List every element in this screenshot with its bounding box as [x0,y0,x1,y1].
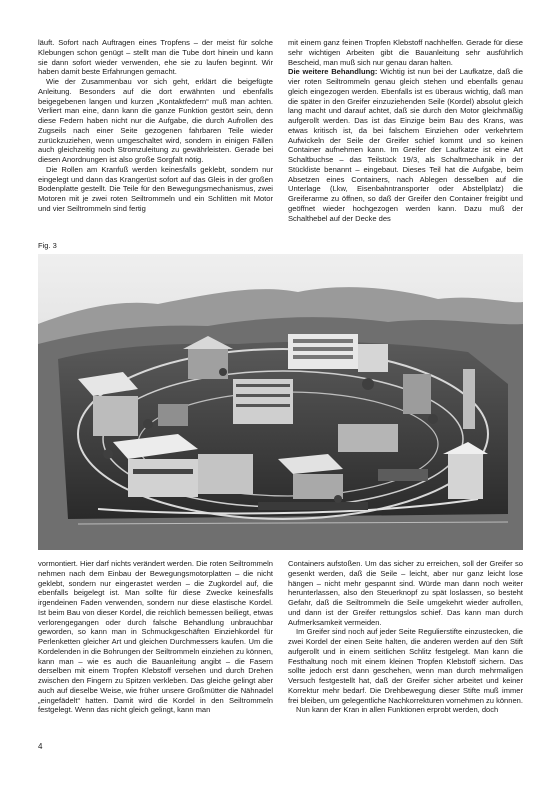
text-column-top-left [38,38,273,214]
paragraph: Wie der Zusammenbau vor sich geht, erklärt die beigefügte Anleitung. Besonders auf die dort erwähnten und ebenfalls beigegebenen langen und kurzen „Kontaktfedern“ muß man achten. Verliert man eine, dann kann die ganze Funktion gestört sein, denn diese Federn haben nicht nur die Aufgabe, die durch Aufrollen des Zugseils nach einer Seite gezogenen fahrbaren Teile wieder zurückzuziehen, wenn umgeschaltet wird, sondern in einigen Fällen auch gleichzeitig noch Stromzuleitung zu gewährleisten. Gerade bei diesen Anordnungen ist also große Sorgfalt nötig. [38,77,273,164]
figure-label: Fig. 3 [38,241,57,250]
model-railway-photo [38,254,523,550]
text-column-top-right [288,38,523,223]
paragraph: Die Rollen am Kranfuß werden keinesfalls geklebt, sondern nur eingelegt und dann das Krangerüst sofort auf das Gleis in der großen Bodenplatte gestellt. Die Teile für den Bewegungsmechanismus, zwei Motoren mit je zwei roten Seiltrommeln und ein Schlitten mit Motor und vier Seiltrommeln sind fertig [38,164,273,213]
paragraph: mit einem ganz feinen Tropfen Klebstoff nachhelfen. Gerade für diese sehr wichtigen Arbeiten gibt die Bauanleitung sehr ausführlich Bescheid, man muß sich nur genau daran halten. [288,38,523,67]
section-heading: Die weitere Behandlung: [288,67,378,77]
paragraph: Im Greifer sind noch auf jeder Seite Regulierstifte einzustecken, die zwei Kordel der einen Seite halten, die anderen werden auf den Stift aufgerollt und in einem seitlichen Schlitz festgelegt. Man kann die Festhaltung noch mit einem kleinen Tropfen Klebstoff sichern. Das sollte jedoch erst dann geschehen, wenn man durch mehrmaligen Versuch festgestellt hat, daß der Greifer sicher arbeitet und keiner Korrektur mehr bedarf. Die Drehbewegung dieser Stifte muß immer frei bleiben, um gelegentliche Nachkorrekturen vornehmen zu können. [288,627,523,705]
text-column-bottom-right [288,559,523,715]
paragraph: läuft. Sofort nach Auftragen eines Tropfens – der meist für solche Klebungen schon genügt – stellt man die Tube dort hinein und kann sie dann sofort wieder verwenden, ehe sie zu laufen beginnt. Wir haben damit beste Erfahrungen gemacht. [38,38,273,77]
paragraph-body: Wichtig ist nun bei der Laufkatze, daß die vier roten Seiltrommeln genau gleich stehen und ebenfalls genau gleich eingezogen werden. Ebenfalls ist es überaus wichtig, daß man die später in den Greifer einzuziehenden Seile (Kordel) absolut gleich lang macht und darauf achtet, daß sie durch den Motor gleichmäßig aufgerollt werden. Das ist das Einzige beim Bau des Krans, was etwas kritisch ist, da bei falschem Einziehen oder verkehrtem Aufwickeln der Seile der Greifer schief kommt und so keinen Container aufnehmen kann. Im Greifer der Laufkatze ist eine Art Schaltbuchse – das Teilstück 19/3, als Schaltmechanik in der Stückliste benannt – eingebaut. Dieses Teil hat die Aufgabe, beim Absetzen eines Containers, nach Ablegen desselben auf die Unterlage (Lkw, Eisenbahntransporter oder Abstellplatz) die Greiferarme zu öffnen, so daß der Greifer den Container freigibt und geöffnet wieder hochgezogen werden kann. Dazu muß der Schalthebel auf der Decke des [288,67,523,223]
paragraph [288,67,523,223]
page-number: 4 [38,742,43,751]
paragraph: Nun kann der Kran in allen Funktionen erprobt werden, doch [296,705,499,715]
paragraph: vormontiert. Hier darf nichts verändert werden. Die roten Seiltrommeln nehmen nach dem Einbau der Bewegungsmotorplatten – die nicht geklebt, sondern nur eingerastet werden – die Zugkordel auf, die ebenfalls beigelegt ist. Man sollte für diese Zwecke keinesfalls irgendeinen Faden verwenden, sondern nur diese elastische Kordel. Ist beim Bau von dieser Kordel, die reichlich bemessen beiliegt, etwas verlorengegangen oder durch falsche Behandlung unbrauchbar geworden, so kann man in Schmuckgeschäften Einziehkordel für Perlenketten gleicher Art und gleichen Durchmessers kaufen. Um die Kordelenden in die Bohrungen der Seiltrommeln einziehen zu können, kann man – wie es auch die Bauanleitung angibt – die Fasern derselben mit einem Tropfen Klebstoff versehen und durch Drehen zwischen den Fingern zu Spitzen verkleben. Das gleiche gelingt aber auch auf dieselbe Weise, wie früher unsere Großmütter die Nähnadel „eingefädelt“ hatten. Damit wird die Kordel in den Seiltrommeln festgelegt. Wenn das nicht gleich gelingt, kann man [38,559,273,715]
text-column-bottom-left [38,559,273,715]
paragraph: Containers aufstoßen. Um das sicher zu erreichen, soll der Greifer so gesenkt werden, daß die Seile – leicht, aber nur ganz leicht lose hängen – nicht mehr gespannt sind. Würde man dann noch weiter herunterlassen, also den Steuerknopf zu spät loslassen, so besteht Gefahr, daß die Seiltrommeln die Seile umgekehrt wieder aufrollen, und dann ist der Greifer rettungslos schief. Das kann man durch Aufmerksamkeit vermeiden. [288,559,523,627]
